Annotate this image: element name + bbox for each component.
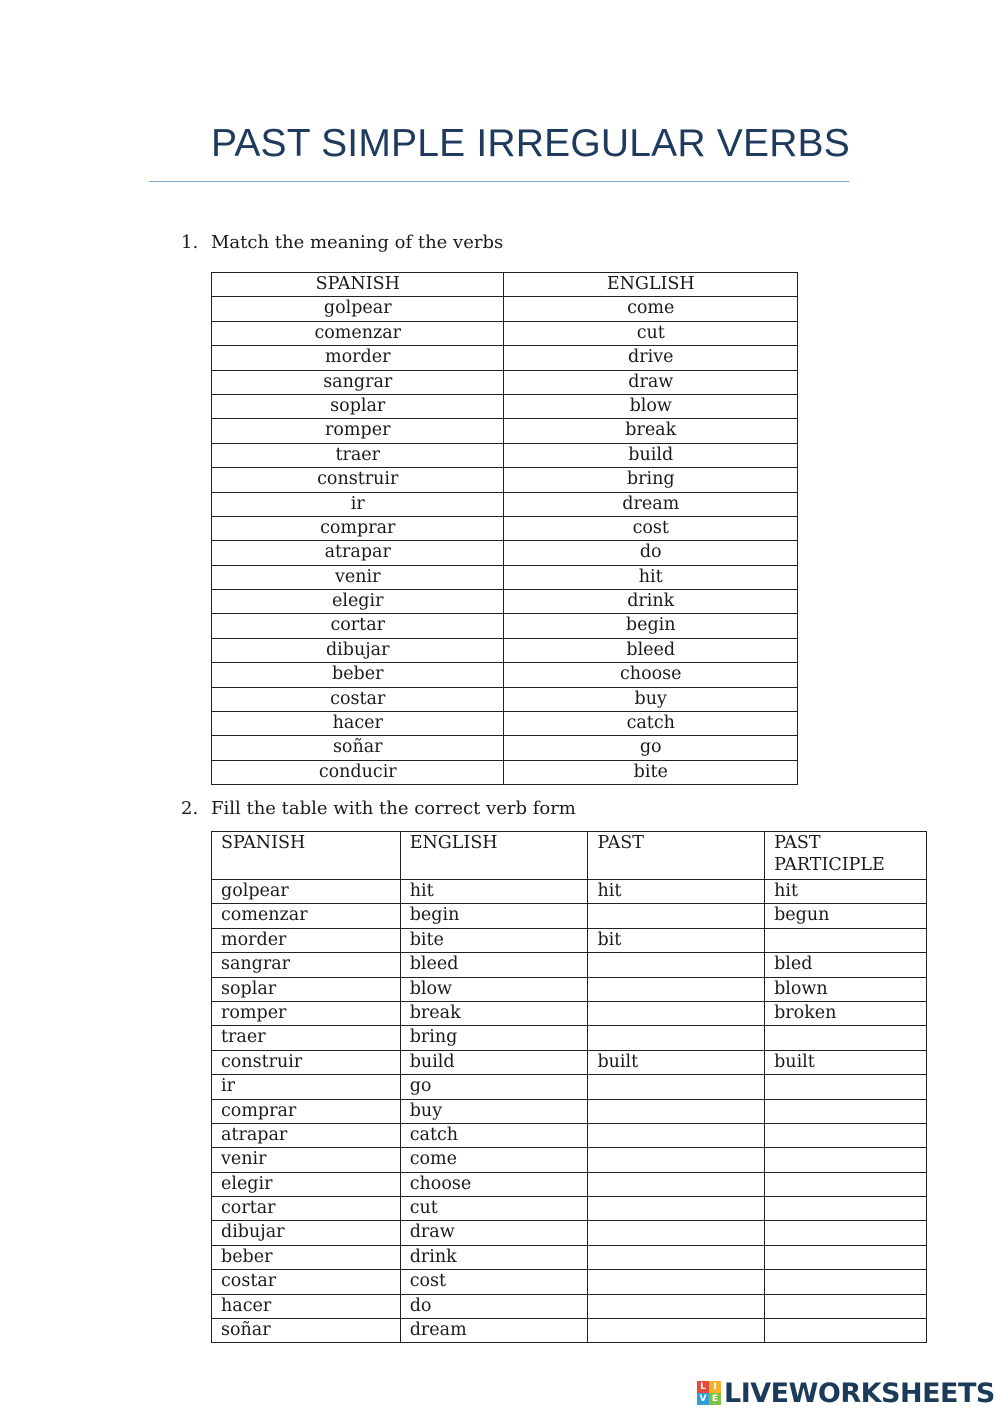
table-row [212,492,798,516]
table-row [212,321,798,345]
past-cell[interactable] [588,1099,765,1123]
english-cell: do [400,1294,588,1318]
spanish-verb-cell: cortar [212,614,504,638]
table-row [212,1001,927,1025]
spanish-verb-cell: comenzar [212,321,504,345]
spanish-cell: golpear [212,880,401,904]
past-cell[interactable] [588,1001,765,1025]
english-cell: buy [400,1099,588,1123]
english-cell: bite [400,928,588,952]
english-verb-cell[interactable]: dream [504,492,798,516]
spanish-cell: atrapar [212,1123,401,1147]
english-verb-cell[interactable]: choose [504,663,798,687]
table-row [212,614,798,638]
past-cell[interactable]: bit [588,928,765,952]
past-participle-cell[interactable] [765,1245,927,1269]
spanish-verb-cell: costar [212,687,504,711]
spanish-verb-cell: ir [212,492,504,516]
past-cell[interactable] [588,1294,765,1318]
past-cell[interactable] [588,1172,765,1196]
english-cell: drink [400,1245,588,1269]
table-row [212,1075,927,1099]
english-verb-cell[interactable]: bring [504,468,798,492]
past-participle-cell[interactable] [765,1197,927,1221]
spanish-verb-cell: soplar [212,394,504,418]
spanish-verb-cell: beber [212,663,504,687]
past-participle-cell[interactable] [765,1270,927,1294]
english-verb-cell[interactable]: hit [504,565,798,589]
past-cell[interactable] [588,1075,765,1099]
table-row [212,1245,927,1269]
verb-forms-table [211,831,927,1343]
english-verb-cell[interactable]: cut [504,321,798,345]
past-participle-cell[interactable] [765,1172,927,1196]
english-verb-cell[interactable]: begin [504,614,798,638]
past-cell[interactable] [588,977,765,1001]
english-cell: come [400,1148,588,1172]
english-cell: break [400,1001,588,1025]
english-cell: go [400,1075,588,1099]
question-1-text: Match the meaning of the verbs [211,232,504,253]
spanish-verb-cell: sangrar [212,370,504,394]
past-participle-cell[interactable]: blown [765,977,927,1001]
past-participle-cell[interactable] [765,1294,927,1318]
past-participle-cell[interactable] [765,1123,927,1147]
spanish-verb-cell: soñar [212,736,504,760]
past-participle-cell[interactable] [765,1221,927,1245]
past-cell[interactable] [588,1270,765,1294]
table-row [212,712,798,736]
past-participle-cell[interactable] [765,1026,927,1050]
spanish-cell: morder [212,928,401,952]
english-verb-cell[interactable]: cost [504,516,798,540]
spanish-cell: construir [212,1050,401,1074]
question-2-text: Fill the table with the correct verb form [211,798,576,819]
past-cell[interactable]: built [588,1050,765,1074]
past-participle-cell[interactable] [765,1148,927,1172]
spanish-verb-cell: venir [212,565,504,589]
table-row [212,880,927,904]
english-cell: begin [400,904,588,928]
table-row [212,977,927,1001]
spanish-verb-cell: elegir [212,590,504,614]
english-cell: cut [400,1197,588,1221]
table-row [212,1099,927,1123]
spanish-cell: romper [212,1001,401,1025]
spanish-cell: venir [212,1148,401,1172]
table-row [212,443,798,467]
english-verb-cell[interactable]: drink [504,590,798,614]
table-row [212,1123,927,1147]
table-row [212,297,798,321]
column-header: PAST PARTICIPLE [765,832,927,880]
spanish-cell: ir [212,1075,401,1099]
table-row [212,1294,927,1318]
table-row [212,1172,927,1196]
past-participle-cell[interactable]: hit [765,880,927,904]
past-cell[interactable] [588,1123,765,1147]
question-1-number: 1. [181,232,199,253]
table-header-row [212,273,798,297]
table-row [212,468,798,492]
english-verb-cell[interactable]: bleed [504,638,798,662]
table-row [212,1148,927,1172]
table-row [212,1319,927,1343]
english-cell: cost [400,1270,588,1294]
spanish-cell: soplar [212,977,401,1001]
english-verb-cell[interactable]: come [504,297,798,321]
past-participle-cell[interactable] [765,928,927,952]
table-row [212,346,798,370]
spanish-verb-cell: conducir [212,760,504,784]
past-participle-cell[interactable]: begun [765,904,927,928]
table-header-row [212,832,927,880]
english-cell: blow [400,977,588,1001]
table-row [212,904,927,928]
table-row [212,1221,927,1245]
page-title: PAST SIMPLE IRREGULAR VERBS [211,122,850,165]
table-row [212,370,798,394]
english-cell: build [400,1050,588,1074]
past-cell[interactable] [588,1319,765,1343]
english-verb-cell[interactable]: bite [504,760,798,784]
table-row [212,1026,927,1050]
past-participle-cell[interactable]: broken [765,1001,927,1025]
question-2 [181,798,681,822]
spanish-cell: dibujar [212,1221,401,1245]
english-verb-cell[interactable]: go [504,736,798,760]
brand-name: LIVEWORKSHEETS [724,1377,995,1409]
liveworksheets-brand[interactable] [697,1376,995,1410]
table-row [212,953,927,977]
spanish-cell: traer [212,1026,401,1050]
english-cell: catch [400,1123,588,1147]
english-verb-cell[interactable]: break [504,419,798,443]
past-cell[interactable] [588,1197,765,1221]
english-verb-cell[interactable]: blow [504,394,798,418]
english-cell: hit [400,880,588,904]
table-row [212,1197,927,1221]
match-table [211,272,798,785]
english-verb-cell[interactable]: catch [504,712,798,736]
past-cell[interactable] [588,1148,765,1172]
logo-letter: I [709,1381,721,1393]
spanish-cell: soñar [212,1319,401,1343]
table-row [212,516,798,540]
logo-letter: E [709,1393,721,1405]
spanish-cell: sangrar [212,953,401,977]
past-participle-cell[interactable] [765,1075,927,1099]
column-header: ENGLISH [400,832,588,880]
logo-letter: L [697,1381,709,1393]
english-verb-cell[interactable]: build [504,443,798,467]
spanish-cell: beber [212,1245,401,1269]
column-header: ENGLISH [504,273,798,297]
past-cell[interactable] [588,953,765,977]
past-participle-cell[interactable]: bled [765,953,927,977]
table-row [212,687,798,711]
past-participle-cell[interactable] [765,1319,927,1343]
table-row [212,1270,927,1294]
spanish-verb-cell: hacer [212,712,504,736]
past-cell[interactable] [588,1026,765,1050]
table-row [212,590,798,614]
spanish-cell: costar [212,1270,401,1294]
title-underline [149,181,849,182]
logo-letter: V [697,1393,709,1405]
english-verb-cell[interactable]: buy [504,687,798,711]
english-verb-cell[interactable]: do [504,541,798,565]
english-cell: draw [400,1221,588,1245]
past-participle-cell[interactable]: built [765,1050,927,1074]
table-row [212,736,798,760]
past-cell[interactable] [588,1245,765,1269]
table-row [212,928,927,952]
spanish-verb-cell: morder [212,346,504,370]
english-cell: dream [400,1319,588,1343]
table-row [212,419,798,443]
spanish-cell: cortar [212,1197,401,1221]
past-cell[interactable] [588,904,765,928]
spanish-cell: comenzar [212,904,401,928]
question-1 [181,232,681,256]
table-row [212,565,798,589]
table-row [212,541,798,565]
spanish-verb-cell: comprar [212,516,504,540]
spanish-verb-cell: romper [212,419,504,443]
column-header: SPANISH [212,832,401,880]
spanish-verb-cell: golpear [212,297,504,321]
question-2-number: 2. [181,798,199,819]
spanish-cell: comprar [212,1099,401,1123]
table-row [212,663,798,687]
spanish-cell: elegir [212,1172,401,1196]
spanish-verb-cell: traer [212,443,504,467]
spanish-verb-cell: atrapar [212,541,504,565]
table-row [212,638,798,662]
column-header: SPANISH [212,273,504,297]
past-participle-cell[interactable] [765,1099,927,1123]
table-row [212,394,798,418]
spanish-verb-cell: dibujar [212,638,504,662]
past-cell[interactable]: hit [588,880,765,904]
spanish-verb-cell: construir [212,468,504,492]
spanish-cell: hacer [212,1294,401,1318]
column-header: PAST [588,832,765,880]
english-verb-cell[interactable]: draw [504,370,798,394]
liveworksheets-logo-icon [697,1381,721,1405]
english-cell: choose [400,1172,588,1196]
english-cell: bring [400,1026,588,1050]
past-cell[interactable] [588,1221,765,1245]
table-row [212,1050,927,1074]
english-verb-cell[interactable]: drive [504,346,798,370]
table-row [212,760,798,784]
english-cell: bleed [400,953,588,977]
